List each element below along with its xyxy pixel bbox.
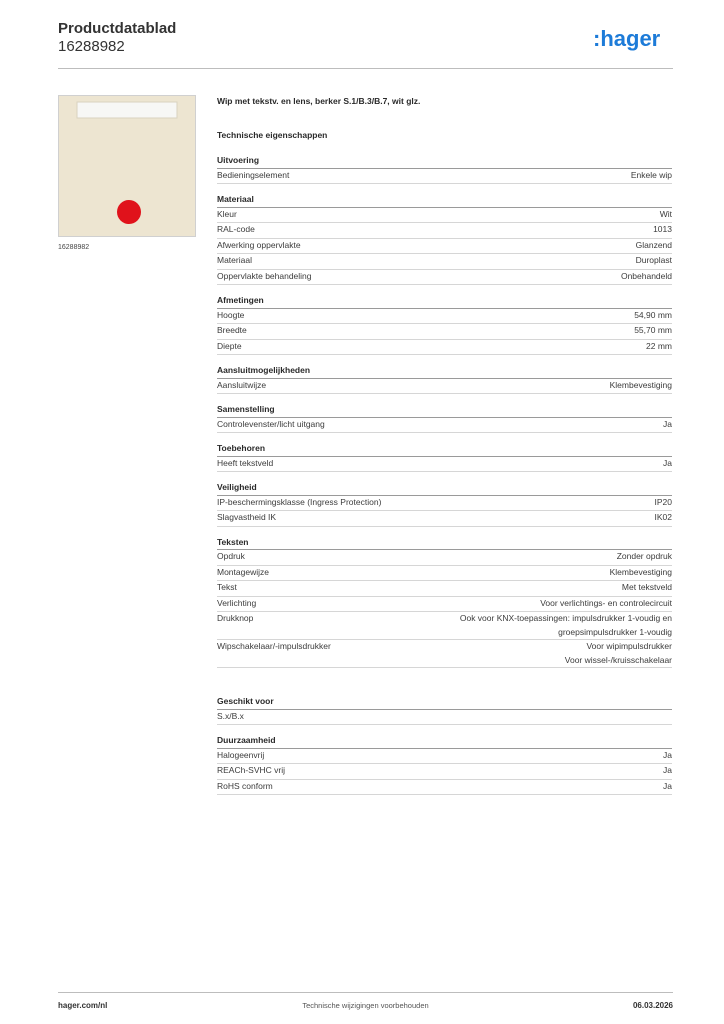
spec-label: Materiaal <box>217 255 252 265</box>
spec-row <box>217 550 672 566</box>
page-header <box>58 20 673 70</box>
spec-label: Halogeenvrij <box>217 749 265 760</box>
spec-section <box>217 441 672 472</box>
spec-section <box>217 293 672 355</box>
spec-row <box>217 418 672 434</box>
spec-label: Breedte <box>217 325 247 335</box>
spec-value: Ja <box>663 457 672 468</box>
technical-properties-title: Technische eigenschappen <box>217 130 328 140</box>
section-title: Uitvoering <box>217 153 672 169</box>
spec-value: Onbehandeld <box>620 270 672 281</box>
section-title: Duurzaamheid <box>217 733 672 749</box>
spec-row <box>217 379 672 395</box>
spec-value: 1013 <box>653 224 672 234</box>
section-title: Materiaal <box>217 192 672 208</box>
spec-row <box>217 710 672 726</box>
product-image <box>58 95 196 237</box>
spec-value: Klembevestiging <box>609 379 672 390</box>
spec-row <box>217 581 672 597</box>
spec-label: Heeft tekstveld <box>217 457 274 468</box>
spec-value: Klembevestiging <box>609 566 672 577</box>
image-caption: 16288982 <box>58 244 90 251</box>
spec-row <box>217 511 672 527</box>
spec-row <box>217 223 672 239</box>
spec-section <box>217 153 672 184</box>
label-window <box>77 102 177 118</box>
spec-value: Ja <box>663 780 672 791</box>
spec-row <box>217 780 672 796</box>
section-title: Geschikt voor <box>217 694 672 710</box>
spec-value: IP20 <box>654 496 672 507</box>
spec-row <box>217 324 672 340</box>
spec-label: Verlichting <box>217 597 257 608</box>
spec-label: Montagewijze <box>217 566 269 577</box>
spec-label: Hoogte <box>217 309 245 320</box>
spec-row <box>217 169 672 185</box>
spec-section <box>217 694 672 725</box>
spec-value: IK02 <box>654 512 672 522</box>
spec-value: Ja <box>663 765 672 775</box>
spec-section <box>217 402 672 433</box>
hager-logo <box>593 26 673 52</box>
spec-label: Aansluitwijze <box>217 379 267 390</box>
spec-label: RAL-code <box>217 224 255 234</box>
spec-row <box>217 612 672 640</box>
spec-row <box>217 457 672 473</box>
spec-label: RoHS conform <box>217 780 273 791</box>
spec-label: Wipschakelaar/-impulsdrukker <box>217 641 331 651</box>
section-spacer <box>217 668 672 686</box>
section-title: Samenstelling <box>217 402 672 418</box>
spec-row <box>217 208 672 224</box>
spec-label: Afwerking oppervlakte <box>217 239 301 250</box>
spec-row <box>217 597 672 613</box>
spec-section <box>217 192 672 285</box>
spec-value: Ja <box>663 749 672 760</box>
spec-label: Oppervlakte behandeling <box>217 270 312 281</box>
spec-label: IP-beschermingsklasse (Ingress Protection) <box>217 496 382 507</box>
spec-section <box>217 535 672 669</box>
spec-value: Duroplast <box>635 255 672 265</box>
document-number: 16288982 <box>58 38 125 55</box>
document-title: Productdatablad <box>58 20 177 37</box>
spec-row <box>217 340 672 356</box>
spec-value: Glanzend <box>635 239 672 250</box>
spec-label: S.x/B.x <box>217 710 244 721</box>
section-title: Teksten <box>217 535 672 551</box>
spec-row <box>217 496 672 512</box>
spec-value: 55,70 mm <box>634 325 672 335</box>
spec-row <box>217 764 672 780</box>
spec-row <box>217 270 672 286</box>
spec-row <box>217 239 672 255</box>
spec-row <box>217 309 672 325</box>
spec-section <box>217 480 672 527</box>
red-lens <box>117 200 141 224</box>
spec-value: Ook voor KNX-toepassingen: impulsdrukker 1-voudig en groepsimpulsdrukker 1-voudig <box>459 613 672 637</box>
spec-section <box>217 363 672 394</box>
section-title: Aansluitmogelijkheden <box>217 363 672 379</box>
spec-label: Kleur <box>217 208 237 219</box>
spec-label: Diepte <box>217 340 242 351</box>
section-title: Veiligheid <box>217 480 672 496</box>
spec-value: Ja <box>663 418 672 429</box>
spec-value: 54,90 mm <box>634 309 672 320</box>
spec-label: Tekst <box>217 582 237 592</box>
product-description: Wip met tekstv. en lens, berker S.1/B.3/B.7, wit glz. <box>217 96 421 106</box>
spec-value: Met tekstveld <box>621 582 672 592</box>
spec-value: Enkele wip <box>630 169 672 180</box>
header-divider <box>58 68 673 69</box>
spec-label: Slagvastheid IK <box>217 512 277 522</box>
footer-disclaimer: Technische wijzigingen voorbehouden <box>302 1001 429 1010</box>
spec-content <box>217 93 672 795</box>
spec-row <box>217 254 672 270</box>
section-title: Toebehoren <box>217 441 672 457</box>
section-title: Afmetingen <box>217 293 672 309</box>
spec-row <box>217 640 672 668</box>
spec-label: Controlevenster/licht uitgang <box>217 418 325 429</box>
footer-website: hager.com/nl <box>58 1001 108 1010</box>
spec-value: Zonder opdruk <box>616 551 672 561</box>
spec-value: Voor verlichtings- en controlecircuit <box>540 597 672 608</box>
hager-logo-text: :hager <box>593 26 661 51</box>
spec-value: Wit <box>659 208 672 219</box>
spec-label: Opdruk <box>217 551 245 561</box>
spec-sections <box>217 153 672 795</box>
spec-row <box>217 749 672 765</box>
page-footer <box>58 992 673 1013</box>
spec-section <box>217 733 672 795</box>
spec-label: REACh-SVHC vrij <box>217 765 286 775</box>
spec-label: Bedieningselement <box>217 169 290 180</box>
footer-date: 06.03.2026 <box>632 1001 673 1010</box>
spec-label: Drukknop <box>217 613 254 623</box>
spec-value: Voor wipimpulsdrukker Voor wissel-/kruisschakelaar <box>564 641 672 665</box>
spec-value: 22 mm <box>646 340 672 351</box>
switch-illustration <box>59 96 195 236</box>
spec-row <box>217 566 672 582</box>
